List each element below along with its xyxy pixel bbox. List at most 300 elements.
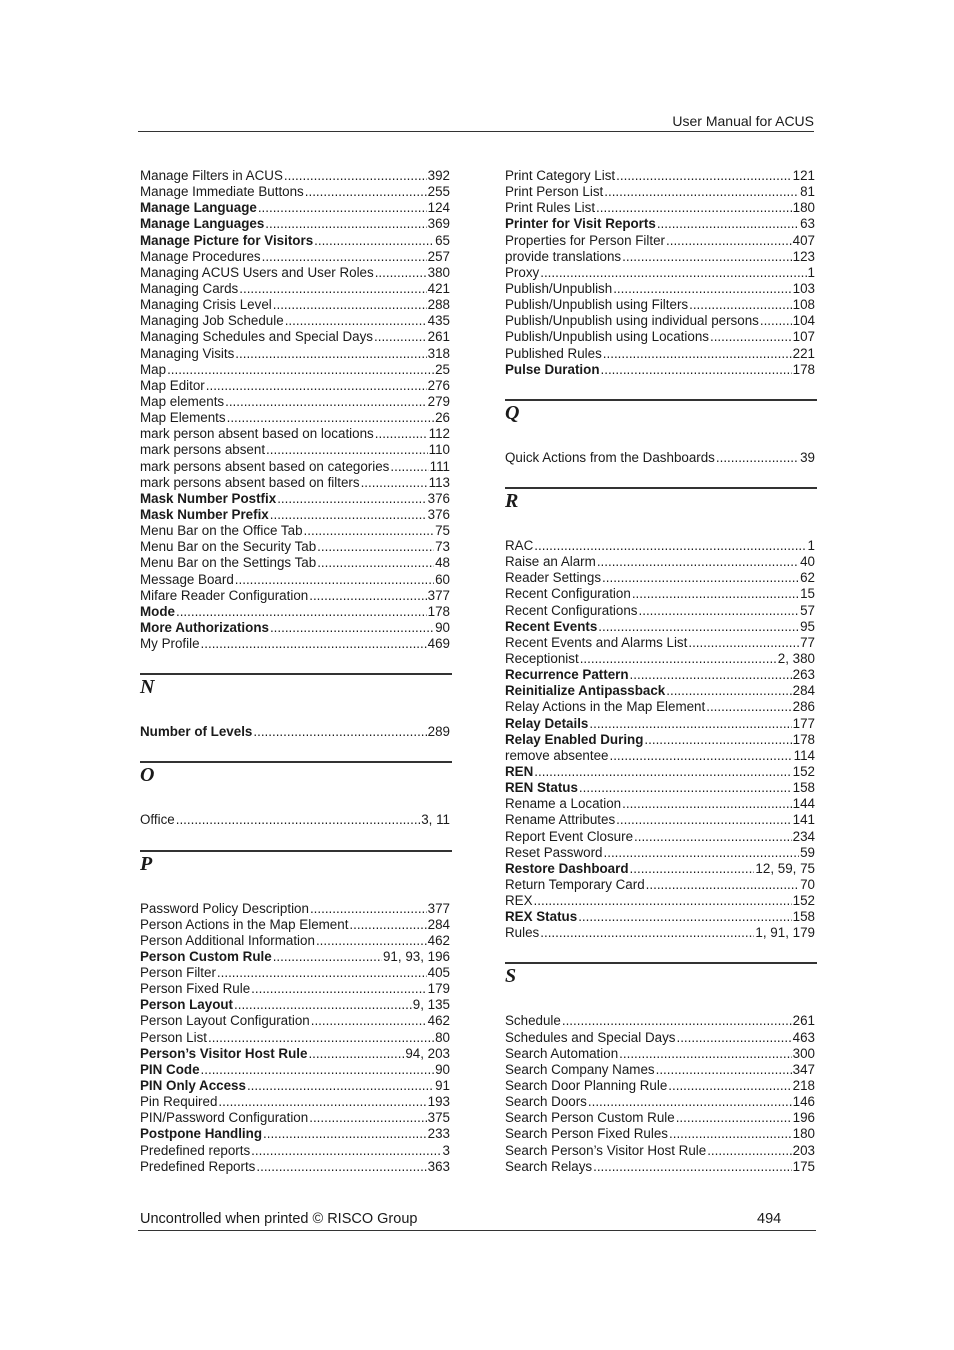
index-entry	[140, 981, 450, 997]
index-term: Managing Job Schedule	[140, 313, 284, 329]
index-page-ref: 405	[427, 965, 450, 981]
index-entry	[140, 572, 450, 588]
index-term: Rules	[505, 925, 540, 941]
index-term: Map Editor	[140, 377, 205, 393]
leader-dots	[616, 168, 792, 184]
index-entry	[140, 539, 450, 555]
index-term: Person Layout Configuration	[140, 1013, 310, 1029]
index-entry	[505, 1094, 815, 1110]
index-page-ref: 77	[800, 634, 815, 650]
index-entry	[505, 893, 815, 909]
entry-group-s	[505, 1013, 815, 1174]
index-term: Predefined Reports	[140, 1158, 256, 1174]
index-term: Return Temporary Card	[505, 876, 645, 892]
index-page-ref: 261	[427, 329, 450, 345]
index-page-ref: 463	[792, 1029, 815, 1045]
leader-dots	[258, 200, 427, 216]
leader-dots	[208, 1030, 434, 1046]
index-entry	[140, 604, 450, 620]
index-entry	[505, 346, 815, 362]
leader-dots	[597, 554, 799, 570]
index-term: Manage Procedures	[140, 248, 261, 264]
index-term: REX Status	[505, 909, 578, 925]
leader-dots	[534, 764, 791, 780]
index-term: Recent Configurations	[505, 602, 638, 618]
leader-dots	[689, 297, 792, 313]
index-entry	[140, 313, 450, 329]
index-term: Person List	[140, 1029, 207, 1045]
leader-dots	[256, 1159, 426, 1175]
index-page-ref: 124	[427, 200, 450, 216]
index-page-ref: 65	[435, 232, 450, 248]
index-page-ref: 95	[800, 618, 815, 634]
leader-dots	[317, 555, 434, 571]
index-term: Recent Events	[505, 618, 598, 634]
leader-dots	[311, 1013, 427, 1029]
index-term: Search Doors	[505, 1094, 587, 1110]
leader-dots	[601, 362, 792, 378]
leader-dots	[562, 1013, 792, 1029]
index-term: Publish/Unpublish using individual persons	[505, 313, 759, 329]
index-entry	[505, 796, 815, 812]
index-term: Manage Languages	[140, 216, 265, 232]
index-page-ref: 158	[792, 909, 815, 925]
index-page-ref: 233	[427, 1126, 450, 1142]
index-term: REN	[505, 763, 534, 779]
index-entry	[505, 683, 815, 699]
index-page-ref: 121	[792, 168, 815, 183]
leader-dots	[247, 1078, 434, 1094]
index-page-ref: 234	[792, 828, 815, 844]
index-page-ref: 111	[429, 458, 450, 474]
index-page-ref: 203	[792, 1142, 815, 1158]
index-page-ref: 2, 380	[777, 650, 815, 666]
index-entry	[505, 1030, 815, 1046]
index-page-ref: 380	[427, 264, 450, 280]
leader-dots	[253, 724, 426, 740]
index-entry	[140, 933, 450, 949]
leader-dots	[609, 748, 792, 764]
entry-group-p-continued	[505, 168, 815, 378]
index-term: mark person absent based on locations	[140, 426, 374, 442]
index-entry	[140, 1078, 450, 1094]
index-page-ref: 421	[427, 280, 450, 296]
index-entry	[140, 475, 450, 491]
index-term: mark persons absent	[140, 442, 266, 458]
index-entry	[505, 925, 815, 941]
index-entry	[505, 845, 815, 861]
index-entry	[505, 184, 815, 200]
index-page-ref: 39	[800, 449, 815, 465]
index-entry	[140, 949, 450, 965]
section-letter-o: O	[140, 764, 155, 787]
leader-dots	[603, 346, 792, 362]
index-page-ref: 113	[428, 474, 450, 490]
leader-dots	[613, 281, 791, 297]
index-entry	[505, 265, 815, 281]
index-term: Map	[140, 361, 167, 377]
index-page-ref: 75	[435, 523, 450, 539]
leader-dots	[593, 1159, 792, 1175]
page-number: 494	[757, 1211, 782, 1227]
leader-dots	[644, 732, 791, 748]
index-page-ref: 288	[427, 297, 450, 313]
index-page-ref: 90	[435, 1061, 450, 1077]
index-entry	[505, 200, 815, 216]
index-entry	[505, 1126, 815, 1142]
index-page-ref: 218	[792, 1078, 815, 1094]
index-term: REN Status	[505, 780, 578, 796]
leader-dots	[578, 909, 791, 925]
index-term: Person’s Visitor Host Rule	[140, 1045, 308, 1061]
index-term: Password Policy Description	[140, 900, 309, 916]
leader-dots	[234, 997, 412, 1013]
entry-group-r	[505, 538, 815, 942]
index-term: provide translations	[505, 248, 622, 264]
index-page-ref: 114	[793, 747, 815, 763]
header-divider	[138, 131, 814, 132]
index-term: Managing Schedules and Special Days	[140, 329, 373, 345]
index-page-ref: 179	[427, 981, 450, 997]
index-page-ref: 180	[792, 1126, 815, 1142]
leader-dots	[310, 901, 427, 917]
leader-dots	[235, 346, 426, 362]
index-page-ref: 141	[792, 812, 815, 828]
index-page-ref: 300	[792, 1045, 815, 1061]
index-term: Person Fixed Rule	[140, 981, 251, 997]
index-entry	[505, 249, 815, 265]
leader-dots	[598, 619, 799, 635]
index-page-ref: 9, 135	[412, 997, 450, 1013]
index-entry	[140, 249, 450, 265]
index-page-ref: 178	[792, 361, 815, 377]
index-term: Person Actions in the Map Element	[140, 916, 349, 932]
index-term: Recent Events and Alarms List	[505, 634, 688, 650]
leader-dots	[273, 949, 382, 965]
leader-dots	[235, 572, 434, 588]
leader-dots	[262, 249, 427, 265]
leader-dots	[604, 845, 800, 861]
index-term: PIN/Password Configuration	[140, 1110, 309, 1126]
index-term: Map Elements	[140, 410, 226, 426]
index-page-ref: 110	[428, 442, 450, 458]
index-term: Raise an Alarm	[505, 554, 596, 570]
leader-dots	[634, 829, 792, 845]
index-term: Manage Immediate Buttons	[140, 184, 304, 200]
leader-dots	[374, 329, 427, 345]
index-entry	[505, 1110, 815, 1126]
index-page-ref: 40	[800, 554, 815, 570]
index-page-ref: 257	[427, 248, 450, 264]
index-term: Recent Configuration	[505, 586, 631, 602]
index-page-ref: 193	[427, 1094, 450, 1110]
index-entry	[140, 917, 450, 933]
index-term: Person Filter	[140, 965, 216, 981]
index-entry	[140, 901, 450, 917]
leader-dots	[263, 1126, 427, 1142]
index-term: Proxy	[505, 264, 540, 280]
leader-dots	[669, 1126, 792, 1142]
leader-dots	[308, 1046, 404, 1062]
index-entry	[505, 362, 815, 378]
index-page-ref: 261	[792, 1013, 815, 1029]
leader-dots	[390, 459, 428, 475]
index-page-ref: 286	[792, 699, 815, 715]
index-entry	[140, 233, 450, 249]
index-term: Recurrence Pattern	[505, 667, 629, 683]
index-entry	[505, 168, 815, 184]
index-page-ref: 57	[800, 602, 815, 618]
index-page-ref: 175	[792, 1158, 815, 1174]
index-term: Print Rules List	[505, 200, 596, 216]
footer-divider	[138, 1230, 816, 1231]
index-entry	[140, 636, 450, 652]
index-entry	[140, 1110, 450, 1126]
leader-dots	[639, 603, 800, 619]
index-page-ref: 81	[800, 184, 815, 200]
index-page-ref: 276	[427, 377, 450, 393]
index-entry	[140, 281, 450, 297]
index-entry	[505, 297, 815, 313]
leader-dots	[676, 1030, 791, 1046]
leader-dots	[270, 620, 434, 636]
index-term: Restore Dashboard	[505, 860, 629, 876]
index-entry	[505, 554, 815, 570]
section-letter-p: P	[140, 852, 153, 875]
index-page-ref: 178	[427, 603, 450, 619]
index-term: Quick Actions from the Dashboards	[505, 449, 715, 465]
index-term: Manage Language	[140, 200, 257, 216]
index-entry	[140, 362, 450, 378]
index-page-ref: 104	[792, 313, 815, 329]
index-term: Schedules and Special Days	[505, 1029, 676, 1045]
section-s	[505, 962, 815, 1174]
index-page-ref: 196	[792, 1110, 815, 1126]
index-entry	[140, 1143, 450, 1159]
leader-dots	[540, 925, 754, 941]
index-term: Manage Filters in ACUS	[140, 168, 283, 183]
index-entry	[140, 1126, 450, 1142]
index-page-ref: 1	[807, 264, 815, 280]
leader-dots	[284, 168, 427, 184]
leader-dots	[277, 491, 426, 507]
leader-dots	[305, 184, 427, 200]
index-term: PIN Code	[140, 1061, 200, 1077]
index-page-ref: 347	[792, 1061, 815, 1077]
index-page-ref: 180	[792, 200, 815, 216]
leader-dots	[316, 933, 427, 949]
leader-dots	[707, 1143, 791, 1159]
index-page-ref: 108	[792, 297, 815, 313]
index-entry	[140, 168, 450, 184]
leader-dots	[304, 523, 435, 539]
index-term: Predefined reports	[140, 1142, 251, 1158]
index-page-ref: 123	[792, 248, 815, 264]
index-entry	[140, 410, 450, 426]
entry-group-q	[505, 450, 815, 466]
index-entry	[505, 1062, 815, 1078]
index-entry	[505, 1013, 815, 1029]
index-term: Properties for Person Filter	[505, 232, 666, 248]
index-page-ref: 279	[427, 393, 450, 409]
index-column-left	[140, 168, 450, 1175]
index-entry	[505, 329, 815, 345]
index-page-ref: 158	[792, 780, 815, 796]
leader-dots	[225, 394, 427, 410]
leader-dots	[657, 216, 799, 232]
index-page-ref: 375	[427, 1110, 450, 1126]
leader-dots	[688, 635, 799, 651]
index-page-ref: 3, 11	[421, 812, 450, 828]
leader-dots	[206, 378, 427, 394]
leader-dots	[217, 965, 427, 981]
index-entry	[505, 812, 815, 828]
leader-dots	[710, 329, 792, 345]
index-entry	[505, 909, 815, 925]
index-page-ref: 1, 91, 179	[755, 925, 815, 941]
index-page-ref: 289	[427, 724, 450, 740]
leader-dots	[588, 1094, 792, 1110]
index-entry	[505, 586, 815, 602]
index-page-ref: 15	[800, 586, 815, 602]
index-page-ref: 462	[427, 932, 450, 948]
index-entry	[140, 378, 450, 394]
index-term: Menu Bar on the Office Tab	[140, 523, 303, 539]
leader-dots	[534, 538, 806, 554]
index-term: Map elements	[140, 393, 225, 409]
index-term: Pulse Duration	[505, 361, 600, 377]
index-entry	[505, 780, 815, 796]
index-term: Publish/Unpublish using Filters	[505, 297, 689, 313]
index-term: mark persons absent based on categories	[140, 458, 390, 474]
index-page-ref: 26	[435, 410, 450, 426]
index-entry	[505, 829, 815, 845]
leader-dots	[619, 1046, 792, 1062]
index-entry	[505, 764, 815, 780]
index-term: Menu Bar on the Settings Tab	[140, 555, 317, 571]
section-letter-s: S	[505, 965, 517, 988]
index-term: Postpone Handling	[140, 1126, 262, 1142]
index-entry	[505, 861, 815, 877]
index-entry	[505, 603, 815, 619]
leader-dots	[760, 313, 792, 329]
index-page-ref: 152	[792, 763, 815, 779]
leader-dots	[314, 233, 434, 249]
leader-dots	[218, 1094, 426, 1110]
index-term: Relay Actions in the Map Element	[505, 699, 706, 715]
index-term: Reinitialize Antipassback	[505, 683, 666, 699]
index-page-ref: 12, 59, 75	[755, 860, 815, 876]
index-term: Person Custom Rule	[140, 948, 272, 964]
index-page-ref: 462	[427, 1013, 450, 1029]
leader-dots	[676, 1110, 792, 1126]
leader-dots	[309, 588, 426, 604]
index-entry	[140, 1094, 450, 1110]
index-page-ref: 70	[800, 876, 815, 892]
index-entry	[140, 620, 450, 636]
index-page-ref: 103	[792, 280, 815, 296]
index-entry	[140, 442, 450, 458]
index-term: Office	[140, 812, 175, 828]
index-entry	[140, 200, 450, 216]
index-term: Person Additional Information	[140, 932, 315, 948]
leader-dots	[176, 812, 420, 828]
leader-dots	[375, 426, 428, 442]
index-term: Print Person List	[505, 184, 604, 200]
leader-dots	[176, 604, 427, 620]
leader-dots	[285, 313, 427, 329]
index-page-ref: 363	[427, 1158, 450, 1174]
index-entry	[140, 426, 450, 442]
index-page-ref: 112	[428, 426, 450, 442]
section-letter-n: N	[140, 676, 155, 699]
index-entry	[140, 507, 450, 523]
leader-dots	[251, 981, 427, 997]
index-column-right	[505, 168, 815, 1175]
index-term: Message Board	[140, 571, 234, 587]
section-letter-r: R	[505, 489, 519, 512]
leader-dots	[239, 281, 426, 297]
index-term: Managing Cards	[140, 280, 239, 296]
index-page-ref: 255	[427, 184, 450, 200]
leader-dots	[270, 507, 427, 523]
leader-dots	[251, 1143, 441, 1159]
index-page-ref: 3	[442, 1142, 450, 1158]
index-page-ref: 144	[792, 796, 815, 812]
section-q	[505, 399, 815, 466]
index-term: My Profile	[140, 636, 200, 652]
leader-dots	[201, 1062, 435, 1078]
index-entry	[140, 459, 450, 475]
index-entry	[505, 1046, 815, 1062]
index-entry	[505, 635, 815, 651]
index-entry	[505, 732, 815, 748]
index-entry	[505, 450, 815, 466]
index-entry	[140, 1030, 450, 1046]
leader-dots	[265, 216, 426, 232]
section-o	[140, 761, 450, 828]
leader-dots	[273, 297, 427, 313]
leader-dots	[602, 570, 799, 586]
index-page-ref: 25	[435, 361, 450, 377]
index-entry	[505, 877, 815, 893]
index-entry	[140, 1159, 450, 1175]
index-page-ref: 90	[435, 619, 450, 635]
leader-dots	[622, 796, 792, 812]
index-term: Rename a Location	[505, 796, 622, 812]
leader-dots	[309, 1110, 426, 1126]
index-term: Mask Number Postfix	[140, 490, 277, 506]
index-page-ref: 107	[792, 329, 815, 345]
index-term: Search Automation	[505, 1045, 619, 1061]
index-term: PIN Only Access	[140, 1078, 246, 1094]
index-entry	[505, 1159, 815, 1175]
index-entry	[140, 394, 450, 410]
index-page-ref: 369	[427, 216, 450, 232]
index-entry	[505, 699, 815, 715]
index-term: Rename Attributes	[505, 812, 616, 828]
index-entry	[140, 997, 450, 1013]
leader-dots	[616, 812, 791, 828]
index-term: Person Layout	[140, 997, 234, 1013]
index-entry	[140, 965, 450, 981]
leader-dots	[589, 716, 791, 732]
index-entry	[505, 716, 815, 732]
index-term: mark persons absent based on filters	[140, 474, 360, 490]
index-entry	[140, 555, 450, 571]
leader-dots	[668, 1078, 791, 1094]
index-term: Managing ACUS Users and User Roles	[140, 264, 374, 280]
